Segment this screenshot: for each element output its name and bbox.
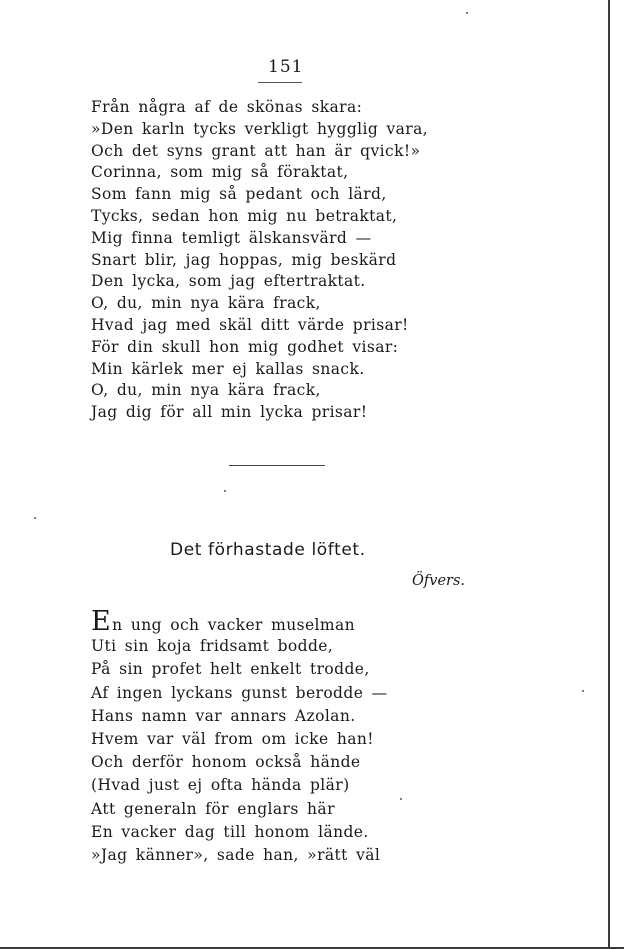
poem-line: För din skull hon mig godhet visar: [91,337,399,356]
poem-stanza [91,97,428,424]
poem-line: Corinna, som mig så föraktat, [91,163,349,182]
poem-line: Som fann mig så pedant och lärd, [91,185,387,204]
paper-speck [466,12,468,14]
section-separator-rule [229,465,325,466]
poem-first-line [91,606,388,637]
poem-line: Den lycka, som jag eftertraktat. [91,272,366,291]
poem-line-text: n ung och vacker muselman [112,616,356,634]
poem-line: En vacker dag till honom lände. [91,822,369,841]
poem-line: Hvem var väl from om icke han! [91,729,374,748]
paper-speck [400,798,402,800]
poem-line: O, du, min nya kära frack, [91,381,321,400]
page-number-underline [258,82,302,83]
paper-speck [34,517,36,519]
poem-line: Hvad jag med skäl ditt värde prisar! [91,315,409,334]
poem-line: Af ingen lyckans gunst berodde — [91,683,388,702]
poem-line: Och derför honom också hände [91,753,361,772]
poem-line: Min kärlek mer ej kallas snack. [91,359,365,378]
translation-attribution: Öfvers. [412,573,466,589]
poem-line: Snart blir, jag hoppas, mig beskärd [91,250,397,269]
poem-line: O, du, min nya kära frack, [91,294,321,313]
poem-line: Jag dig för all min lycka prisar! [91,403,368,422]
poem-line: Från några af de skönas skara: [91,98,363,116]
poem-line: Att generaln för englars här [91,799,335,818]
poem-line: Hans namn var annars Azolan. [91,706,356,725]
poem-line: »Den karln tycks verkligt hygglig vara, [91,119,429,138]
poem-line: Uti sin koja fridsamt bodde, [91,637,334,656]
drop-cap: E [91,606,112,637]
poem-line: Och det syns grant att han är qvick!» [91,141,421,160]
poem-stanza [91,606,388,867]
paper-speck [582,690,584,692]
page-number: 151 [268,57,304,77]
section-title: Det förhastade löftet. [170,540,366,560]
paper-speck [224,490,226,492]
poem-line: Mig finna temligt älskansvärd — [91,228,372,247]
poem-line: Tycks, sedan hon mig nu betraktat, [91,206,398,225]
page-edge-right [608,0,610,949]
poem-line: »Jag känner», sade han, »rätt väl [91,845,381,864]
poem-line: (Hvad just ej ofta hända plär) [91,776,350,795]
poem-line: På sin profet helt enkelt trodde, [91,660,370,679]
